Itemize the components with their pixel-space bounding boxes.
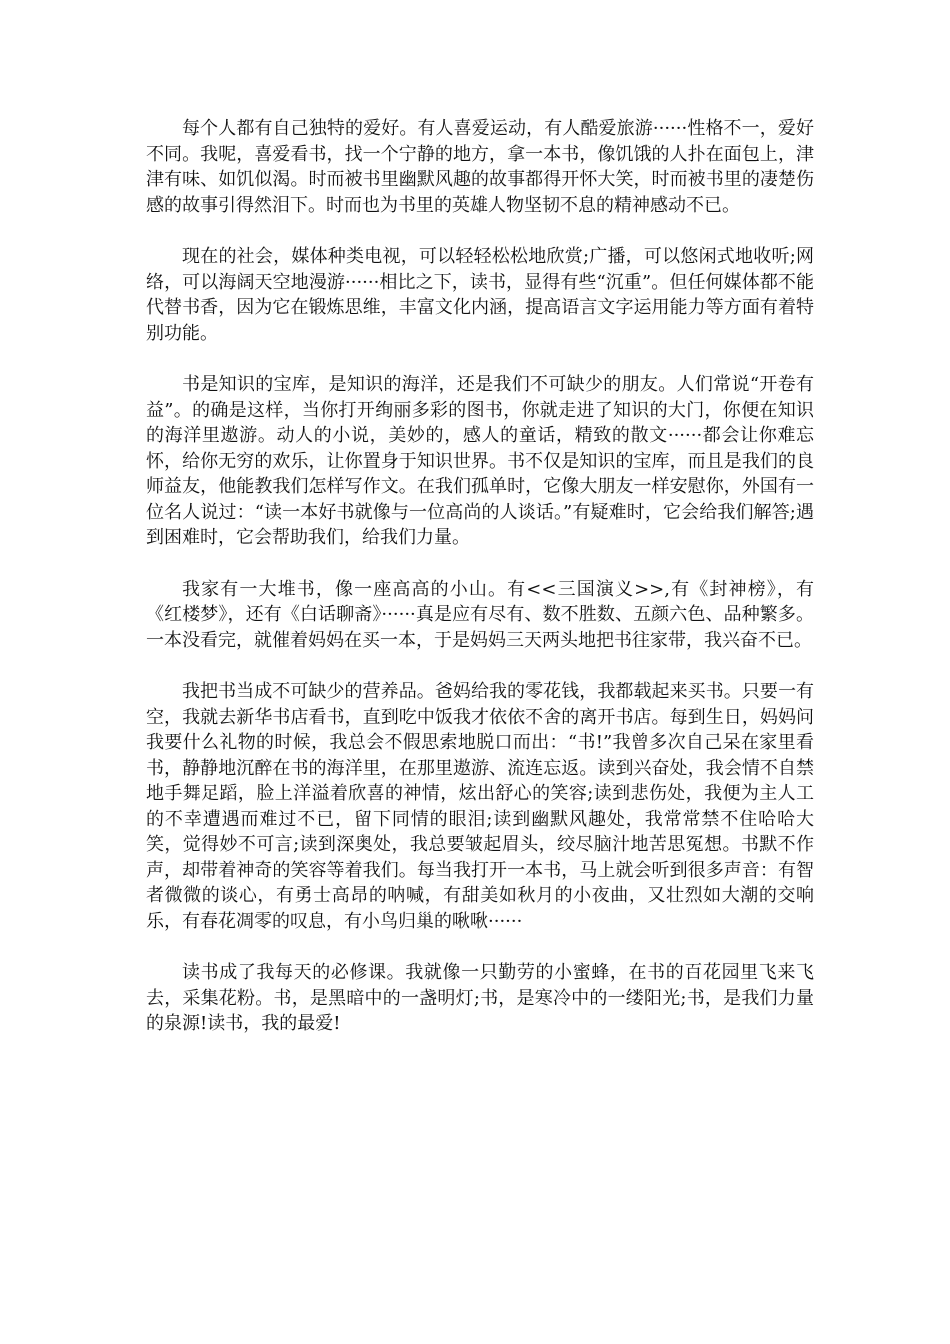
paragraph-6: 读书成了我每天的必修课。我就像一只勤劳的小蜜蜂，在书的百花园里飞来飞去，采集花粉。书，是黑暗中的一盏明灯;书，是寒冷中的一缕阳光;书，是我们力量的泉源!读书，我的最爱! (146, 962, 814, 1034)
essay-body (146, 116, 814, 1063)
paragraph-1: 每个人都有自己独特的爱好。有人喜爱运动，有人酷爱旅游······性格不一，爱好不同。我呢，喜爱看书，找一个宁静的地方，拿一本书，像饥饿的人扑在面包上，津津有味、如饥似渴。时而被书里幽默风趣的故事都得开怀大笑，时而被书里的凄楚伤感的故事引得然泪下。时而也为书里的英雄人物坚韧不息的精神感动不已。 (146, 118, 814, 216)
paragraph-4: 我家有一大堆书，像一座高高的小山。有<<三国演义>>,有《封神榜》，有《红楼梦》，还有《白话聊斋》······真是应有尽有、数不胜数、五颜六色、品种繁多。一本没看完，就催着妈妈在买一本，于是妈妈三天两头地把书往家带，我兴奋不已。 (146, 578, 814, 651)
paragraph-2: 现在的社会，媒体种类电视，可以轻轻松松地欣赏;广播，可以悠闲式地收听;网络，可以海阔天空地漫游······相比之下，读书，显得有些“沉重”。但任何媒体都不能代替书香，因为它在锻炼思维，丰富文化内涵，提高语言文字运用能力等方面有着特别功能。 (146, 246, 814, 344)
paragraph-3: 书是知识的宝库，是知识的海洋，还是我们不可缺少的朋友。人们常说“开卷有益”。的确是这样，当你打开绚丽多彩的图书，你就走进了知识的大门，你便在知识的海洋里遨游。动人的小说，美妙的，感人的童话，精致的散文······都会让你难忘怀，给你无穷的欢乐，让你置身于知识世界。书不仅是知识的宝库，而且是我们的良师益友，他能教我们怎样写作文。在我们孤单时，它像大朋友一样安慰你，外国有一位名人说过：“读一本好书就像与一位高尚的人谈话。”有疑难时，它会给我们解答;遇到困难时，它会帮助我们，给我们力量。 (146, 374, 814, 548)
paragraph-5: 我把书当成不可缺少的营养品。爸妈给我的零花钱，我都载起来买书。只要一有空，我就去新华书店看书，直到吃中饭我才依依不舍的离开书店。每到生日，妈妈问我要什么礼物的时候，我总会不假思索地脱口而出：“书!”我曾多次自己呆在家里看书，静静地沉醉在书的海洋里，在那里遨游、流连忘返。读到兴奋处，我会情不自禁地手舞足蹈，脸上洋溢着欣喜的神情，炫出舒心的笑容;读到悲伤处，我便为主人工的不幸遭遇而难过不已，留下同情的眼泪;读到幽默风趣处，我常常禁不住哈哈大笑，觉得妙不可言;读到深奥处，我总要皱起眉头，绞尽脑汁地苦思冤想。书默不作声，却带着神奇的笑容等着我们。每当我打开一本书，马上就会听到很多声音：有智者微微的谈心，有勇士高昂的呐喊，有甜美如秋月的小夜曲，又壮烈如大潮的交响乐，有春花凋零的叹息，有小鸟归巢的啾啾······ (146, 681, 814, 932)
